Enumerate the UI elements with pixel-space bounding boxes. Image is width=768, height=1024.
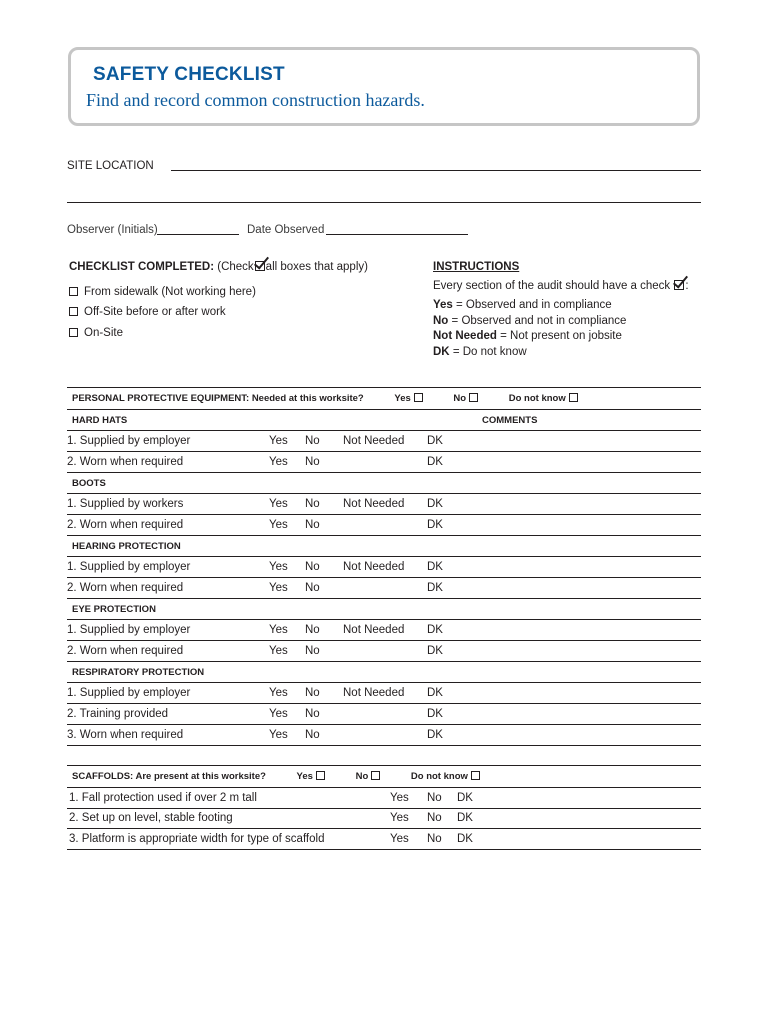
instruction-def: = Observed and in compliance [452,299,612,311]
answer-not-needed[interactable]: Not Needed [343,498,405,510]
category-row [67,410,701,431]
scaffolds-no-label: No [355,771,369,782]
instructions-title: INSTRUCTIONS [433,261,520,273]
comments-cell[interactable] [482,431,701,452]
answer-not-needed[interactable]: Not Needed [343,624,405,636]
answer-yes[interactable]: Yes [390,791,409,804]
header-box [68,47,700,126]
scaffolds-yes-checkbox[interactable] [316,771,325,780]
comments-label [482,662,701,683]
answer-yes[interactable]: Yes [269,729,288,741]
scaffolds-no-checkbox[interactable] [371,771,380,780]
answer-not-needed[interactable] [343,641,427,662]
comments-cell[interactable] [482,641,701,662]
comments-cell[interactable] [482,578,701,599]
answer-dk[interactable]: DK [427,624,443,636]
item-text: 2. Worn when required [67,519,184,531]
ppe-dk-checkbox[interactable] [569,393,578,402]
item-text: 3. Worn when required [67,729,184,741]
answer-not-needed[interactable] [343,704,427,725]
answer-dk[interactable]: DK [427,687,443,699]
ppe-header-options [366,393,577,404]
instruction-def: = Not present on jobsite [496,330,622,342]
instruction-term: No [433,315,449,327]
category-name: HEARING PROTECTION [72,540,181,552]
scaffolds-yes-option[interactable] [283,771,325,782]
category-row [67,473,701,494]
answer-not-needed[interactable]: Not Needed [343,435,405,447]
option-offsite-label: Off-Site before or after work [84,306,226,318]
answer-yes[interactable]: Yes [269,582,288,594]
answer-no[interactable]: No [305,561,320,573]
site-location-line-2[interactable] [67,202,701,203]
instruction-def: = Do not know [449,346,527,358]
answer-no[interactable]: No [305,729,320,741]
category-name: HARD HATS [72,414,128,426]
ppe-dk-option[interactable] [495,393,578,404]
scaffolds-header-label: SCAFFOLDS: Are present at this worksite? [72,771,266,782]
item-text: 1. Supplied by employer [67,624,191,636]
answer-no[interactable]: No [427,791,442,804]
checklist-completed-pre: (Check [217,261,254,273]
scaffolds-yes-label: Yes [296,771,313,782]
answer-not-needed[interactable] [343,725,427,746]
answer-no[interactable]: No [305,687,320,699]
checkbox-sidewalk[interactable] [69,287,78,296]
answer-dk[interactable]: DK [427,708,443,720]
answer-dk[interactable]: DK [457,832,473,845]
ppe-table [67,387,701,746]
item-text: 3. Platform is appropriate width for type of scaffold [69,832,325,845]
answer-dk[interactable]: DK [427,435,443,447]
table-row [67,704,701,725]
instructions-intro [433,280,689,292]
answer-yes[interactable]: Yes [269,624,288,636]
item-text: 1. Supplied by workers [67,498,184,510]
checkmark-icon [674,280,684,290]
instruction-def: = Observed and not in compliance [448,315,627,327]
instructions-intro-text: Every section of the audit should have a check [433,280,671,292]
scaffolds-header-options [269,771,480,782]
category-row [67,599,701,620]
answer-yes[interactable]: Yes [269,708,288,720]
item-text: 1. Supplied by employer [67,687,191,699]
site-location-label: SITE LOCATION [67,160,154,172]
observer-label: Observer (Initials) [67,224,158,236]
answer-dk[interactable]: DK [427,645,443,657]
checklist-completed-title: CHECKLIST COMPLETED: [69,261,215,273]
checkmark-icon [255,261,265,271]
ppe-yes-label: Yes [394,393,411,404]
answer-yes[interactable]: Yes [269,687,288,699]
scaffolds-header-row [67,766,701,788]
category-row [67,536,701,557]
table-row [67,494,701,515]
comments-cell[interactable] [482,557,701,578]
instruction-term: Not Needed [433,330,497,342]
answer-no[interactable]: No [305,624,320,636]
page-title: SAFETY CHECKLIST [93,64,285,85]
item-text: 1. Supplied by employer [67,561,191,573]
item-text: 2. Training provided [67,708,169,720]
category-name: EYE PROTECTION [72,603,156,615]
ppe-no-option[interactable] [439,393,478,404]
answer-dk[interactable]: DK [427,498,443,510]
checklist-completed-post: all boxes that apply) [265,261,368,273]
instruction-not-needed [433,330,622,342]
answer-yes[interactable]: Yes [269,456,288,468]
answer-yes[interactable]: Yes [269,498,288,510]
ppe-yes-checkbox[interactable] [414,393,423,402]
option-sidewalk[interactable] [69,286,256,298]
answer-no[interactable]: No [305,519,320,531]
table-row [67,452,701,473]
instruction-no [433,315,626,327]
item-text: 2. Worn when required [67,582,184,594]
option-onsite-label: On-Site [84,327,123,339]
comments-label [482,536,701,557]
answer-not-needed[interactable] [343,452,427,473]
instruction-term: Yes [433,299,453,311]
table-row [67,788,701,809]
category-name: RESPIRATORY PROTECTION [72,666,205,678]
scaffolds-dk-label: Do not know [410,771,468,782]
table-row [67,620,701,641]
comments-cell[interactable] [482,683,701,704]
date-observed-label: Date Observed [247,224,325,236]
answer-yes[interactable]: Yes [269,435,288,447]
ppe-dk-label: Do not know [508,393,566,404]
answer-dk[interactable]: DK [457,812,473,825]
page-subtitle: Find and record common construction hazards. [86,90,425,110]
item-text: 1. Fall protection used if over 2 m tall [69,791,257,804]
scaffolds-table [67,765,701,850]
comments-label [482,473,701,494]
answer-not-needed[interactable] [343,578,427,599]
scaffolds-no-option[interactable] [342,771,381,782]
comments-cell[interactable] [482,494,701,515]
answer-no[interactable]: No [305,645,320,657]
comments-cell[interactable] [482,620,701,641]
checklist-completed-label [69,261,368,273]
comments-cell[interactable] [482,725,701,746]
answer-no[interactable]: No [305,498,320,510]
observer-field[interactable] [157,234,239,235]
ppe-no-checkbox[interactable] [469,393,478,402]
comments-label: COMMENTS [482,414,538,426]
ppe-header-label: PERSONAL PROTECTIVE EQUIPMENT: Needed at this worksite? [72,393,364,404]
site-location-line-1[interactable] [171,170,701,171]
instruction-dk [433,346,527,358]
checkbox-offsite[interactable] [69,307,78,316]
item-text: 2. Worn when required [67,456,184,468]
category-row [67,662,701,683]
answer-not-needed[interactable]: Not Needed [343,687,405,699]
comments-label [482,599,701,620]
instructions-intro-end: : [685,280,689,292]
answer-yes[interactable]: Yes [269,519,288,531]
answer-yes[interactable]: Yes [390,812,409,825]
item-text: 2. Worn when required [67,645,184,657]
table-row [67,578,701,599]
answer-not-needed[interactable]: Not Needed [343,561,405,573]
scaffolds-dk-checkbox[interactable] [471,771,480,780]
table-row [67,431,701,452]
ppe-header-row [67,388,701,410]
item-text: 1. Supplied by employer [67,435,191,447]
ppe-no-label: No [453,393,467,404]
answer-yes[interactable]: Yes [390,832,409,845]
comments-cell[interactable] [482,704,701,725]
answer-yes[interactable]: Yes [269,561,288,573]
category-name: BOOTS [72,477,106,489]
answer-dk[interactable]: DK [427,582,443,594]
table-row [67,515,701,536]
checkbox-onsite[interactable] [69,328,78,337]
item-text: 2. Set up on level, stable footing [69,812,233,825]
table-row [67,808,701,829]
answer-dk[interactable]: DK [427,456,443,468]
option-sidewalk-label: From sidewalk (Not working here) [84,286,256,298]
answer-yes[interactable]: Yes [269,645,288,657]
table-row [67,725,701,746]
answer-no[interactable]: No [427,832,442,845]
table-row [67,557,701,578]
answer-no[interactable]: No [305,582,320,594]
option-offsite[interactable] [69,306,226,318]
option-onsite[interactable] [69,327,123,339]
answer-no[interactable]: No [305,456,320,468]
answer-no[interactable]: No [305,435,320,447]
answer-no[interactable]: No [427,812,442,825]
comments-cell[interactable] [482,515,701,536]
table-row [67,829,701,850]
scaffolds-header [67,766,701,788]
ppe-yes-option[interactable] [380,393,422,404]
ppe-header [67,388,701,410]
answer-dk[interactable]: DK [427,561,443,573]
answer-dk[interactable]: DK [427,519,443,531]
table-row [67,683,701,704]
date-observed-field[interactable] [326,234,468,235]
comments-cell[interactable] [482,452,701,473]
instruction-yes [433,299,612,311]
answer-no[interactable]: No [305,708,320,720]
answer-dk[interactable]: DK [457,791,473,804]
answer-not-needed[interactable] [343,515,427,536]
answer-dk[interactable]: DK [427,729,443,741]
scaffolds-dk-option[interactable] [397,771,480,782]
table-row [67,641,701,662]
instruction-term: DK [433,346,450,358]
